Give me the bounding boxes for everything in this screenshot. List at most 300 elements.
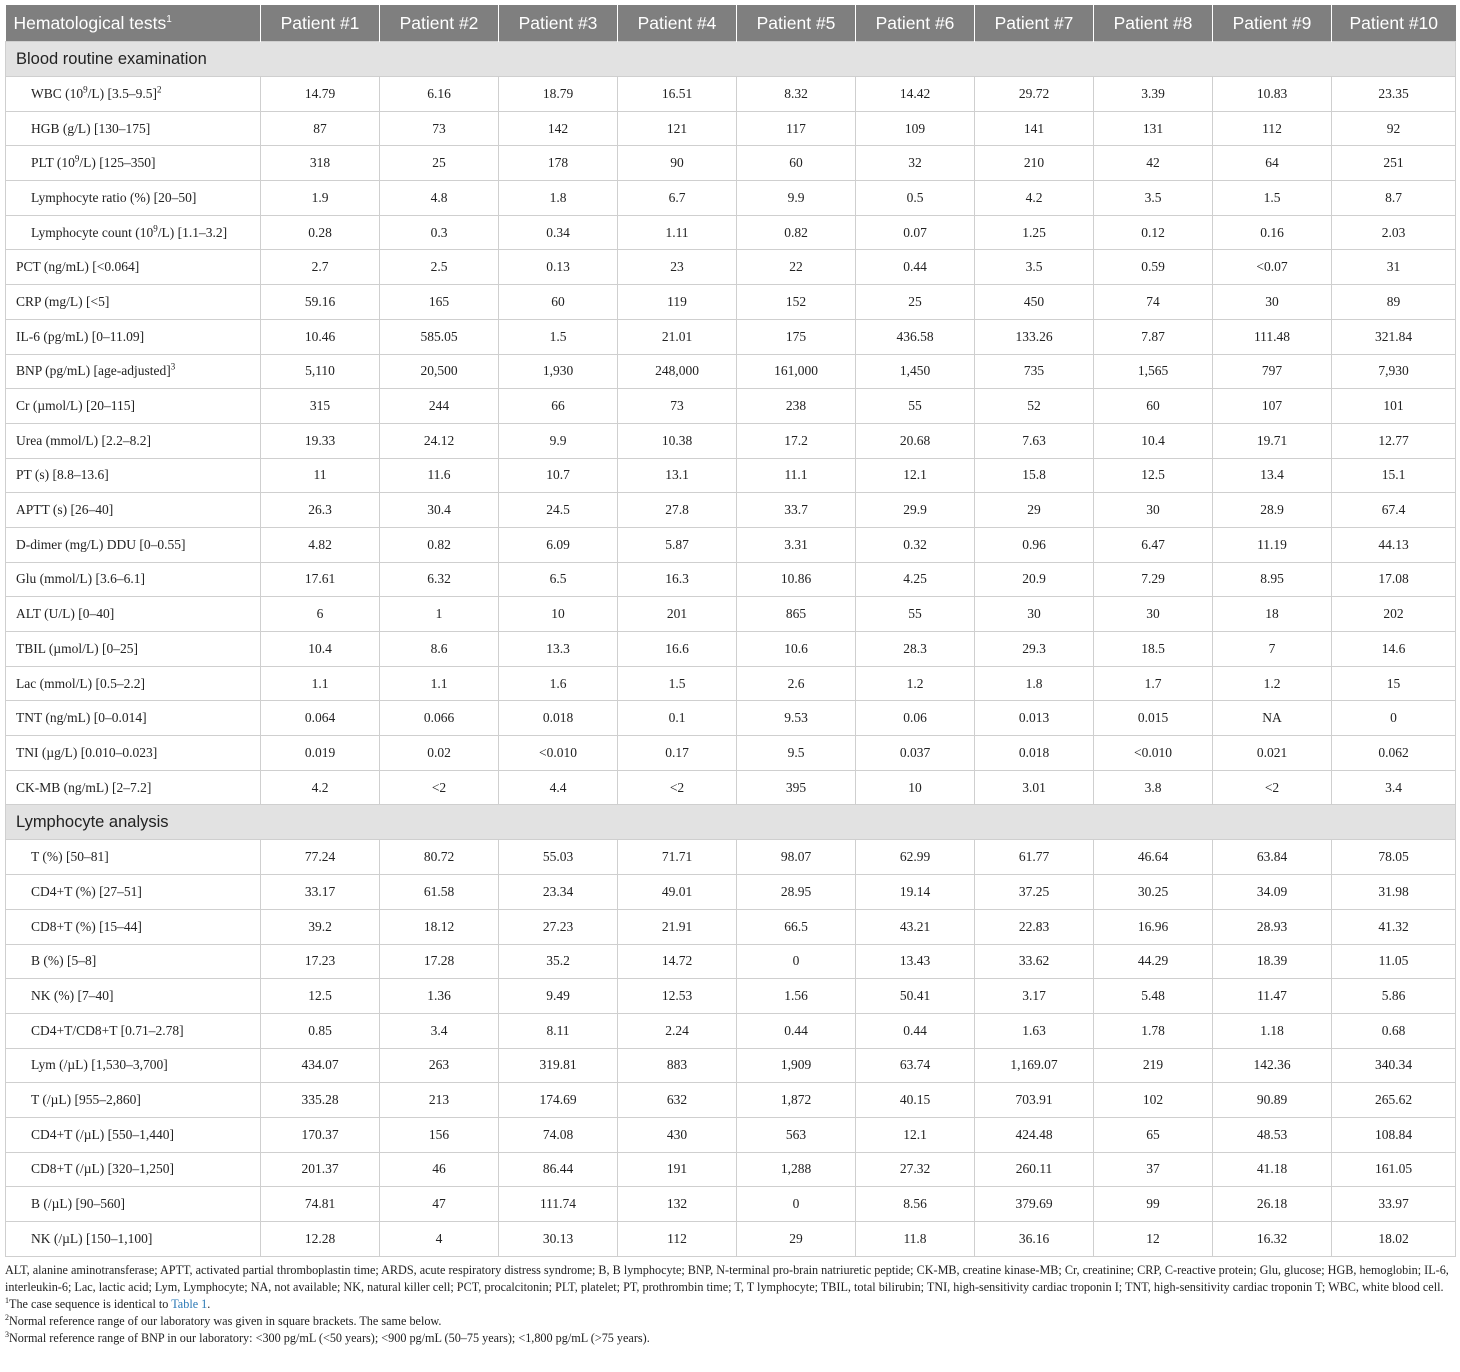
table-row — [6, 1152, 1456, 1187]
header-patient-5: Patient #5 — [737, 5, 856, 42]
cell-patient-9: 28.9 — [1213, 493, 1332, 528]
table-row — [6, 1013, 1456, 1048]
cell-patient-1: 2.7 — [261, 250, 380, 285]
row-label — [6, 632, 261, 667]
table-row — [6, 701, 1456, 736]
table-1-link[interactable]: Table 1 — [171, 1296, 208, 1311]
footnote-3-text: Normal reference range of BNP in our laboratory: <300 pg/mL (<50 years); <900 pg/mL (50–75 years); <1,800 pg/mL (>75 years). — [9, 1330, 650, 1345]
row-label-text: CRP (mg/L) [<5] — [16, 293, 110, 309]
cell-patient-6: 0.32 — [856, 527, 975, 562]
cell-patient-8: 30 — [1094, 597, 1213, 632]
row-label — [6, 1083, 261, 1118]
cell-patient-4: 201 — [618, 597, 737, 632]
cell-patient-5: 8.32 — [737, 77, 856, 112]
cell-patient-7: 29.72 — [975, 77, 1094, 112]
cell-patient-1: 74.81 — [261, 1187, 380, 1222]
cell-patient-4: 5.87 — [618, 527, 737, 562]
row-label-text: CD8+T (%) [15–44] — [31, 918, 142, 934]
cell-patient-4: 12.53 — [618, 979, 737, 1014]
cell-patient-4: 1.11 — [618, 215, 737, 250]
cell-patient-2: 30.4 — [380, 493, 499, 528]
row-label-text: Urea (mmol/L) [2.2–8.2] — [16, 432, 151, 448]
cell-patient-6: 4.25 — [856, 562, 975, 597]
cell-patient-7: 37.25 — [975, 875, 1094, 910]
row-label-text: IL-6 (pg/mL) [0–11.09] — [16, 328, 145, 344]
document — [5, 5, 1455, 1347]
cell-patient-6: 63.74 — [856, 1048, 975, 1083]
cell-patient-1: 5,110 — [261, 354, 380, 389]
cell-patient-4: 248,000 — [618, 354, 737, 389]
row-label-text: D-dimer (mg/L) DDU [0–0.55] — [16, 536, 186, 552]
cell-patient-9: 18.39 — [1213, 944, 1332, 979]
cell-patient-4: 14.72 — [618, 944, 737, 979]
cell-patient-3: 4.4 — [499, 770, 618, 805]
cell-patient-4: 119 — [618, 285, 737, 320]
row-label-text: TNT (ng/mL) [0–0.014] — [16, 710, 147, 726]
cell-patient-2: 24.12 — [380, 423, 499, 458]
row-label-text: Lym (/µL) [1,530–3,700] — [31, 1057, 168, 1073]
row-label-superscript: 9 — [153, 223, 158, 234]
table-row — [6, 285, 1456, 320]
cell-patient-4: 883 — [618, 1048, 737, 1083]
cell-patient-4: 49.01 — [618, 875, 737, 910]
row-label — [6, 944, 261, 979]
cell-patient-5: 11.1 — [737, 458, 856, 493]
table-row — [6, 146, 1456, 181]
cell-patient-6: 0.07 — [856, 215, 975, 250]
cell-patient-2: 61.58 — [380, 875, 499, 910]
cell-patient-6: 14.42 — [856, 77, 975, 112]
cell-patient-10: 41.32 — [1332, 909, 1456, 944]
cell-patient-10: 161.05 — [1332, 1152, 1456, 1187]
row-label-text: CD8+T (/µL) [320–1,250] — [31, 1161, 175, 1177]
cell-patient-1: 170.37 — [261, 1117, 380, 1152]
cell-patient-3: <0.010 — [499, 736, 618, 771]
table-row — [6, 111, 1456, 146]
cell-patient-8: 74 — [1094, 285, 1213, 320]
hematology-table — [5, 5, 1456, 1257]
cell-patient-5: 2.6 — [737, 666, 856, 701]
table-row — [6, 1048, 1456, 1083]
table-row — [6, 319, 1456, 354]
cell-patient-4: 430 — [618, 1117, 737, 1152]
cell-patient-8: 30.25 — [1094, 875, 1213, 910]
cell-patient-6: 25 — [856, 285, 975, 320]
table-row — [6, 736, 1456, 771]
cell-patient-9: 797 — [1213, 354, 1332, 389]
cell-patient-6: 0.06 — [856, 701, 975, 736]
cell-patient-1: 201.37 — [261, 1152, 380, 1187]
cell-patient-8: 42 — [1094, 146, 1213, 181]
cell-patient-3: 74.08 — [499, 1117, 618, 1152]
cell-patient-10: 14.6 — [1332, 632, 1456, 667]
cell-patient-2: 18.12 — [380, 909, 499, 944]
cell-patient-1: 10.4 — [261, 632, 380, 667]
footnote-2-text: Normal reference range of our laboratory was given in square brackets. The same below. — [9, 1313, 442, 1328]
cell-patient-5: 10.6 — [737, 632, 856, 667]
cell-patient-10: 251 — [1332, 146, 1456, 181]
cell-patient-4: 112 — [618, 1222, 737, 1257]
cell-patient-4: 21.01 — [618, 319, 737, 354]
header-patient-7: Patient #7 — [975, 5, 1094, 42]
cell-patient-1: 0.019 — [261, 736, 380, 771]
cell-patient-7: 0.96 — [975, 527, 1094, 562]
cell-patient-9: NA — [1213, 701, 1332, 736]
cell-patient-3: 1.6 — [499, 666, 618, 701]
cell-patient-7: 15.8 — [975, 458, 1094, 493]
row-label-text: Glu (mmol/L) [3.6–6.1] — [16, 571, 145, 587]
row-label-text: Lymphocyte count (10 — [31, 224, 154, 240]
cell-patient-4: 16.6 — [618, 632, 737, 667]
cell-patient-4: 16.51 — [618, 77, 737, 112]
cell-patient-3: 13.3 — [499, 632, 618, 667]
row-label-text: B (%) [5–8] — [31, 953, 97, 969]
cell-patient-2: 20,500 — [380, 354, 499, 389]
row-label-text: TNI (µg/L) [0.010–0.023] — [16, 744, 158, 760]
cell-patient-7: 52 — [975, 389, 1094, 424]
cell-patient-5: 152 — [737, 285, 856, 320]
cell-patient-8: 44.29 — [1094, 944, 1213, 979]
header-patient-1: Patient #1 — [261, 5, 380, 42]
cell-patient-3: 0.34 — [499, 215, 618, 250]
cell-patient-2: 4.8 — [380, 181, 499, 216]
cell-patient-2: 47 — [380, 1187, 499, 1222]
cell-patient-3: 24.5 — [499, 493, 618, 528]
cell-patient-8: 99 — [1094, 1187, 1213, 1222]
cell-patient-6: 55 — [856, 597, 975, 632]
cell-patient-3: 86.44 — [499, 1152, 618, 1187]
cell-patient-1: 0.85 — [261, 1013, 380, 1048]
cell-patient-5: 175 — [737, 319, 856, 354]
cell-patient-8: 7.87 — [1094, 319, 1213, 354]
cell-patient-1: 14.79 — [261, 77, 380, 112]
cell-patient-10: 15 — [1332, 666, 1456, 701]
row-label — [6, 1222, 261, 1257]
cell-patient-7: 1,169.07 — [975, 1048, 1094, 1083]
row-label — [6, 1117, 261, 1152]
row-label — [6, 458, 261, 493]
cell-patient-2: 4 — [380, 1222, 499, 1257]
cell-patient-6: 1,450 — [856, 354, 975, 389]
cell-patient-2: 585.05 — [380, 319, 499, 354]
row-label — [6, 840, 261, 875]
cell-patient-9: 0.021 — [1213, 736, 1332, 771]
row-label — [6, 77, 261, 112]
cell-patient-9: 107 — [1213, 389, 1332, 424]
row-label-text: T (/µL) [955–2,860] — [31, 1092, 141, 1108]
row-label-text: ALT (U/L) [0–40] — [16, 606, 115, 622]
cell-patient-8: 3.39 — [1094, 77, 1213, 112]
cell-patient-7: 0.013 — [975, 701, 1094, 736]
table-row — [6, 215, 1456, 250]
cell-patient-6: 0.44 — [856, 1013, 975, 1048]
cell-patient-10: 340.34 — [1332, 1048, 1456, 1083]
cell-patient-7: 29.3 — [975, 632, 1094, 667]
cell-patient-2: 17.28 — [380, 944, 499, 979]
cell-patient-8: <0.010 — [1094, 736, 1213, 771]
cell-patient-9: 1.5 — [1213, 181, 1332, 216]
cell-patient-3: 66 — [499, 389, 618, 424]
table-row — [6, 632, 1456, 667]
cell-patient-10: 108.84 — [1332, 1117, 1456, 1152]
cell-patient-5: 9.9 — [737, 181, 856, 216]
cell-patient-3: 23.34 — [499, 875, 618, 910]
cell-patient-10: 18.02 — [1332, 1222, 1456, 1257]
cell-patient-1: 59.16 — [261, 285, 380, 320]
cell-patient-4: 71.71 — [618, 840, 737, 875]
table-body — [6, 42, 1456, 1257]
row-label-text: TBIL (µmol/L) [0–25] — [16, 640, 139, 656]
cell-patient-5: 0 — [737, 944, 856, 979]
cell-patient-9: 90.89 — [1213, 1083, 1332, 1118]
cell-patient-5: 28.95 — [737, 875, 856, 910]
cell-patient-6: 11.8 — [856, 1222, 975, 1257]
cell-patient-10: 44.13 — [1332, 527, 1456, 562]
cell-patient-10: 11.05 — [1332, 944, 1456, 979]
cell-patient-9: 16.32 — [1213, 1222, 1332, 1257]
cell-patient-8: 3.5 — [1094, 181, 1213, 216]
table-row — [6, 666, 1456, 701]
cell-patient-5: 9.5 — [737, 736, 856, 771]
cell-patient-4: 73 — [618, 389, 737, 424]
cell-patient-2: 8.6 — [380, 632, 499, 667]
cell-patient-4: 191 — [618, 1152, 737, 1187]
cell-patient-4: 0.17 — [618, 736, 737, 771]
cell-patient-10: 321.84 — [1332, 319, 1456, 354]
cell-patient-5: 563 — [737, 1117, 856, 1152]
cell-patient-9: 112 — [1213, 111, 1332, 146]
cell-patient-9: 11.19 — [1213, 527, 1332, 562]
row-label — [6, 666, 261, 701]
cell-patient-7: 36.16 — [975, 1222, 1094, 1257]
cell-patient-7: 22.83 — [975, 909, 1094, 944]
cell-patient-6: 50.41 — [856, 979, 975, 1014]
header-patient-2: Patient #2 — [380, 5, 499, 42]
cell-patient-8: 1.7 — [1094, 666, 1213, 701]
row-label-text-cont: /L) [125–350] — [79, 155, 156, 171]
cell-patient-9: 13.4 — [1213, 458, 1332, 493]
row-footnote-marker: 2 — [156, 84, 162, 95]
cell-patient-3: 6.09 — [499, 527, 618, 562]
cell-patient-3: 0.018 — [499, 701, 618, 736]
row-label — [6, 215, 261, 250]
cell-patient-4: 6.7 — [618, 181, 737, 216]
cell-patient-8: 37 — [1094, 1152, 1213, 1187]
cell-patient-10: 67.4 — [1332, 493, 1456, 528]
cell-patient-1: 4.2 — [261, 770, 380, 805]
cell-patient-3: 30.13 — [499, 1222, 618, 1257]
row-label — [6, 319, 261, 354]
cell-patient-6: 20.68 — [856, 423, 975, 458]
table-row — [6, 875, 1456, 910]
cell-patient-1: 19.33 — [261, 423, 380, 458]
cell-patient-4: 0.1 — [618, 701, 737, 736]
cell-patient-6: 32 — [856, 146, 975, 181]
cell-patient-5: 238 — [737, 389, 856, 424]
row-label-text: NK (%) [7–40] — [31, 988, 114, 1004]
cell-patient-7: 3.17 — [975, 979, 1094, 1014]
row-label — [6, 1152, 261, 1187]
cell-patient-7: 33.62 — [975, 944, 1094, 979]
cell-patient-1: 434.07 — [261, 1048, 380, 1083]
header-patient-10: Patient #10 — [1332, 5, 1456, 42]
cell-patient-4: 13.1 — [618, 458, 737, 493]
cell-patient-9: 7 — [1213, 632, 1332, 667]
cell-patient-2: 213 — [380, 1083, 499, 1118]
abbreviations-note: ALT, alanine aminotransferase; APTT, activated partial thromboplastin time; ARDS, acute respiratory distress syndrome; B, B lymphocyte; BNP, N-terminal pro-brain natriuretic peptide; CK-MB, creatine kinase-MB; Cr, creatinine; CRP, C-reactive protein; Glu, glucose; HGB, hemoglobin; IL-6, interleukin-6; Lac, lactic acid; Lym, Lymphocyte; NA, not available; NK, natural killer cell; PCT, procalcitonin; PLT, platelet; PT, prothrombin time; T, T lymphocyte; TBIL, total bilirubin; TNI, high-sensitivity cardiac troponin I; TNT, high-sensitivity cardiac troponin T; WBC, white blood cell. — [5, 1262, 1449, 1294]
footnote-1-end: . — [207, 1296, 211, 1311]
cell-patient-6: 40.15 — [856, 1083, 975, 1118]
table-header-row — [6, 5, 1456, 42]
cell-patient-3: 27.23 — [499, 909, 618, 944]
cell-patient-7: 7.63 — [975, 423, 1094, 458]
cell-patient-3: 174.69 — [499, 1083, 618, 1118]
row-label-text: PT (s) [8.8–13.6] — [16, 467, 109, 483]
cell-patient-1: 1.1 — [261, 666, 380, 701]
row-label-text: APTT (s) [26–40] — [16, 502, 114, 518]
cell-patient-7: 703.91 — [975, 1083, 1094, 1118]
cell-patient-7: 1.8 — [975, 666, 1094, 701]
cell-patient-8: 0.59 — [1094, 250, 1213, 285]
row-label — [6, 354, 261, 389]
cell-patient-1: 77.24 — [261, 840, 380, 875]
table-row — [6, 458, 1456, 493]
cell-patient-2: 73 — [380, 111, 499, 146]
cell-patient-2: 6.32 — [380, 562, 499, 597]
cell-patient-5: 0.82 — [737, 215, 856, 250]
row-label — [6, 909, 261, 944]
row-label-text: B (/µL) [90–560] — [31, 1196, 126, 1212]
row-label-superscript: 9 — [83, 84, 88, 95]
row-label — [6, 423, 261, 458]
row-footnote-marker: 3 — [170, 361, 176, 372]
table-row — [6, 527, 1456, 562]
cell-patient-3: 178 — [499, 146, 618, 181]
row-label — [6, 527, 261, 562]
cell-patient-7: 30 — [975, 597, 1094, 632]
cell-patient-3: 18.79 — [499, 77, 618, 112]
cell-patient-2: 2.5 — [380, 250, 499, 285]
cell-patient-4: 632 — [618, 1083, 737, 1118]
cell-patient-9: <0.07 — [1213, 250, 1332, 285]
header-first-cell — [6, 5, 261, 42]
table-row — [6, 493, 1456, 528]
footnote-3 — [5, 1330, 1453, 1347]
cell-patient-5: 60 — [737, 146, 856, 181]
cell-patient-3: 6.5 — [499, 562, 618, 597]
cell-patient-4: 90 — [618, 146, 737, 181]
footnote-2 — [5, 1313, 1453, 1330]
cell-patient-8: 16.96 — [1094, 909, 1213, 944]
table-row — [6, 562, 1456, 597]
cell-patient-1: 33.17 — [261, 875, 380, 910]
cell-patient-2: <2 — [380, 770, 499, 805]
cell-patient-3: 1.5 — [499, 319, 618, 354]
cell-patient-6: 13.43 — [856, 944, 975, 979]
cell-patient-10: 0.68 — [1332, 1013, 1456, 1048]
cell-patient-4: 23 — [618, 250, 737, 285]
row-label-text: Lac (mmol/L) [0.5–2.2] — [16, 675, 145, 691]
cell-patient-6: 19.14 — [856, 875, 975, 910]
cell-patient-6: 27.32 — [856, 1152, 975, 1187]
row-label-text: Lymphocyte ratio (%) [20–50] — [31, 189, 197, 205]
cell-patient-10: 92 — [1332, 111, 1456, 146]
cell-patient-9: 63.84 — [1213, 840, 1332, 875]
cell-patient-3: 1,930 — [499, 354, 618, 389]
cell-patient-10: 31.98 — [1332, 875, 1456, 910]
cell-patient-5: 22 — [737, 250, 856, 285]
cell-patient-10: 17.08 — [1332, 562, 1456, 597]
cell-patient-7: 61.77 — [975, 840, 1094, 875]
cell-patient-10: 8.7 — [1332, 181, 1456, 216]
cell-patient-2: 3.4 — [380, 1013, 499, 1048]
cell-patient-6: 1.2 — [856, 666, 975, 701]
cell-patient-4: 27.8 — [618, 493, 737, 528]
cell-patient-3: 35.2 — [499, 944, 618, 979]
row-label — [6, 389, 261, 424]
row-label-text: NK (/µL) [150–1,100] — [31, 1230, 153, 1246]
table-footnotes — [5, 1262, 1455, 1347]
row-label — [6, 597, 261, 632]
cell-patient-9: 34.09 — [1213, 875, 1332, 910]
row-label — [6, 979, 261, 1014]
cell-patient-2: 1 — [380, 597, 499, 632]
cell-patient-9: 64 — [1213, 146, 1332, 181]
cell-patient-1: 17.61 — [261, 562, 380, 597]
header-patient-4: Patient #4 — [618, 5, 737, 42]
cell-patient-10: 12.77 — [1332, 423, 1456, 458]
cell-patient-9: 19.71 — [1213, 423, 1332, 458]
table-row — [6, 389, 1456, 424]
row-label — [6, 736, 261, 771]
cell-patient-10: 31 — [1332, 250, 1456, 285]
header-first-label: Hematological tests — [13, 12, 167, 33]
header-patient-3: Patient #3 — [499, 5, 618, 42]
row-label — [6, 111, 261, 146]
cell-patient-5: 98.07 — [737, 840, 856, 875]
cell-patient-8: 131 — [1094, 111, 1213, 146]
row-label-text: T (%) [50–81] — [31, 849, 109, 865]
cell-patient-6: 109 — [856, 111, 975, 146]
cell-patient-1: 4.82 — [261, 527, 380, 562]
cell-patient-8: 12 — [1094, 1222, 1213, 1257]
cell-patient-6: 8.56 — [856, 1187, 975, 1222]
cell-patient-2: 0.066 — [380, 701, 499, 736]
cell-patient-6: 10 — [856, 770, 975, 805]
cell-patient-5: 865 — [737, 597, 856, 632]
cell-patient-10: 89 — [1332, 285, 1456, 320]
cell-patient-3: 55.03 — [499, 840, 618, 875]
cell-patient-5: 3.31 — [737, 527, 856, 562]
table-row — [6, 597, 1456, 632]
cell-patient-5: 0 — [737, 1187, 856, 1222]
row-label — [6, 1013, 261, 1048]
cell-patient-3: 10 — [499, 597, 618, 632]
row-label-superscript: 9 — [74, 153, 80, 164]
cell-patient-9: 0.16 — [1213, 215, 1332, 250]
table-row — [6, 944, 1456, 979]
cell-patient-7: 1.63 — [975, 1013, 1094, 1048]
header-first-footnote-marker: 1 — [166, 13, 172, 25]
cell-patient-7: 3.5 — [975, 250, 1094, 285]
cell-patient-6: 0.5 — [856, 181, 975, 216]
row-label-text: BNP (pg/mL) [age-adjusted] — [16, 363, 171, 379]
table-row — [6, 1187, 1456, 1222]
row-label-text-cont: /L) [3.5–9.5] — [87, 85, 157, 101]
cell-patient-7: 29 — [975, 493, 1094, 528]
cell-patient-5: 1,288 — [737, 1152, 856, 1187]
cell-patient-1: 6 — [261, 597, 380, 632]
